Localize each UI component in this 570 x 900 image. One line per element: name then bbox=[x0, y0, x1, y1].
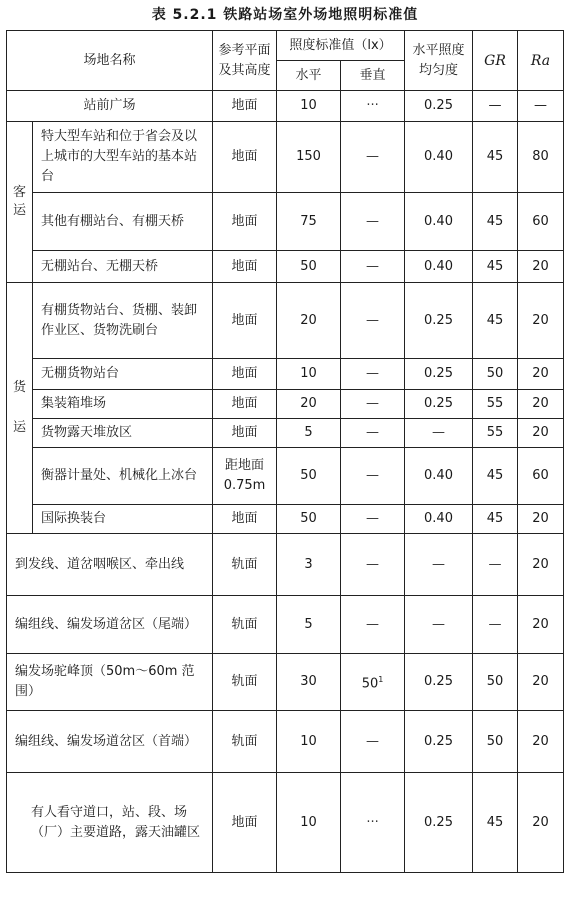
ra-cell: 20 bbox=[518, 596, 564, 654]
vertical-cell: — bbox=[341, 419, 405, 448]
header-illuminance: 照度标准值（lx） bbox=[277, 31, 405, 61]
footnote-marker: 1 bbox=[378, 674, 384, 684]
gr-cell: 50 bbox=[473, 711, 518, 773]
vertical-cell: — bbox=[341, 505, 405, 534]
ref-plane-cell: 地面 bbox=[213, 91, 277, 122]
table-row bbox=[7, 596, 564, 654]
ra-cell: 20 bbox=[518, 359, 564, 390]
horizontal-cell: 10 bbox=[277, 91, 341, 122]
ref-plane-cell: 地面 bbox=[213, 505, 277, 534]
header-vertical: 垂直 bbox=[341, 61, 405, 91]
vertical-cell: ··· bbox=[341, 773, 405, 873]
ref-plane-cell: 地面 bbox=[213, 122, 277, 193]
table-row bbox=[7, 534, 564, 596]
site-name-cell: 有棚货物站台、货棚、装卸作业区、货物洗刷台 bbox=[33, 283, 213, 359]
horizontal-cell: 10 bbox=[277, 711, 341, 773]
ra-cell: 20 bbox=[518, 283, 564, 359]
table-row bbox=[7, 283, 564, 359]
header-horizontal: 水平 bbox=[277, 61, 341, 91]
vertical-cell: — bbox=[341, 283, 405, 359]
horizontal-cell: 3 bbox=[277, 534, 341, 596]
horizontal-cell: 50 bbox=[277, 448, 341, 505]
uniformity-cell: 0.25 bbox=[405, 390, 473, 419]
vertical-cell: — bbox=[341, 251, 405, 283]
ref-plane-cell: 轨面 bbox=[213, 711, 277, 773]
gr-cell: — bbox=[473, 91, 518, 122]
table-row bbox=[7, 91, 564, 122]
site-name-cell: 编发场驼峰顶（50m～60m 范围） bbox=[7, 654, 213, 711]
site-name-cell: 集装箱堆场 bbox=[33, 390, 213, 419]
horizontal-cell: 75 bbox=[277, 193, 341, 251]
ra-cell: — bbox=[518, 91, 564, 122]
uniformity-cell: 0.25 bbox=[405, 711, 473, 773]
site-name-cell: 货物露天堆放区 bbox=[33, 419, 213, 448]
vertical-cell: — bbox=[341, 711, 405, 773]
site-name-cell: 国际换装台 bbox=[33, 505, 213, 534]
site-name-cell: 无棚站台、无棚天桥 bbox=[33, 251, 213, 283]
header-ra: Ra bbox=[518, 31, 564, 91]
gr-cell: 45 bbox=[473, 505, 518, 534]
gr-cell: — bbox=[473, 534, 518, 596]
table-row bbox=[7, 390, 564, 419]
horizontal-cell: 50 bbox=[277, 505, 341, 534]
vertical-cell: $50^1$ bbox=[341, 654, 405, 711]
horizontal-cell: 5 bbox=[277, 419, 341, 448]
gr-cell: 45 bbox=[473, 448, 518, 505]
ra-cell: 20 bbox=[518, 505, 564, 534]
ref-plane-cell: 地面 bbox=[213, 193, 277, 251]
vertical-cell: — bbox=[341, 359, 405, 390]
horizontal-cell: 20 bbox=[277, 390, 341, 419]
gr-cell: 45 bbox=[473, 193, 518, 251]
horizontal-cell: 10 bbox=[277, 773, 341, 873]
table-row bbox=[7, 359, 564, 390]
site-name-cell: 其他有棚站台、有棚天桥 bbox=[33, 193, 213, 251]
vertical-cell: — bbox=[341, 596, 405, 654]
site-name-cell: 到发线、道岔咽喉区、牵出线 bbox=[7, 534, 213, 596]
uniformity-cell: — bbox=[405, 534, 473, 596]
site-name-cell: 站前广场 bbox=[7, 91, 213, 122]
group-label-freight: 货 运 bbox=[7, 283, 33, 534]
uniformity-cell: 0.40 bbox=[405, 193, 473, 251]
gr-cell: 55 bbox=[473, 419, 518, 448]
horizontal-cell: 30 bbox=[277, 654, 341, 711]
horizontal-cell: 20 bbox=[277, 283, 341, 359]
ra-cell: 20 bbox=[518, 711, 564, 773]
site-name-cell: 无棚货物站台 bbox=[33, 359, 213, 390]
ref-plane-cell: 距地面0.75m bbox=[213, 448, 277, 505]
vertical-cell: — bbox=[341, 122, 405, 193]
table-row bbox=[7, 654, 564, 711]
table-row bbox=[7, 711, 564, 773]
header-ref-plane: 参考平面及其高度 bbox=[213, 31, 277, 91]
site-name-cell: 编组线、编发场道岔区（尾端） bbox=[7, 596, 213, 654]
site-name-cell: 编组线、编发场道岔区（首端） bbox=[7, 711, 213, 773]
horizontal-cell: 5 bbox=[277, 596, 341, 654]
horizontal-cell: 50 bbox=[277, 251, 341, 283]
ra-cell: 20 bbox=[518, 419, 564, 448]
ra-cell: 20 bbox=[518, 534, 564, 596]
horizontal-cell: 150 bbox=[277, 122, 341, 193]
uniformity-cell: 0.40 bbox=[405, 505, 473, 534]
ref-plane-cell: 地面 bbox=[213, 419, 277, 448]
ref-plane-cell: 地面 bbox=[213, 251, 277, 283]
ra-cell: 20 bbox=[518, 390, 564, 419]
group-label-passenger: 客 运 bbox=[7, 122, 33, 283]
gr-cell: 50 bbox=[473, 654, 518, 711]
site-name-cell: 特大型车站和位于省会及以上城市的大型车站的基本站台 bbox=[33, 122, 213, 193]
ra-cell: 60 bbox=[518, 193, 564, 251]
ra-cell: 20 bbox=[518, 654, 564, 711]
header-uniformity: 水平照度均匀度 bbox=[405, 31, 473, 91]
vertical-cell: — bbox=[341, 390, 405, 419]
uniformity-cell: 0.25 bbox=[405, 654, 473, 711]
site-name-cell: 衡器计量处、机械化上冰台 bbox=[33, 448, 213, 505]
table-row bbox=[7, 122, 564, 193]
table-row bbox=[7, 251, 564, 283]
ref-plane-cell: 地面 bbox=[213, 359, 277, 390]
table-row bbox=[7, 419, 564, 448]
ref-plane-cell: 轨面 bbox=[213, 596, 277, 654]
gr-cell: 55 bbox=[473, 390, 518, 419]
uniformity-cell: — bbox=[405, 419, 473, 448]
uniformity-cell: 0.25 bbox=[405, 91, 473, 122]
vertical-cell: ··· bbox=[341, 91, 405, 122]
uniformity-cell: 0.25 bbox=[405, 283, 473, 359]
gr-cell: 50 bbox=[473, 359, 518, 390]
uniformity-cell: 0.40 bbox=[405, 448, 473, 505]
vertical-cell: — bbox=[341, 534, 405, 596]
gr-cell: 45 bbox=[473, 773, 518, 873]
ref-plane-cell: 地面 bbox=[213, 283, 277, 359]
ref-plane-cell: 地面 bbox=[213, 773, 277, 873]
table-row bbox=[7, 193, 564, 251]
header-gr: GR bbox=[473, 31, 518, 91]
vertical-cell: — bbox=[341, 448, 405, 505]
table-title: 表 5.2.1 铁路站场室外场地照明标准值 bbox=[151, 7, 419, 23]
uniformity-cell: 0.25 bbox=[405, 773, 473, 873]
horizontal-cell: 10 bbox=[277, 359, 341, 390]
ra-cell: 20 bbox=[518, 773, 564, 873]
uniformity-cell: 0.25 bbox=[405, 359, 473, 390]
table-row bbox=[7, 773, 564, 873]
site-name-cell: 有人看守道口，站、段、场（厂）主要道路，露天油罐区 bbox=[7, 773, 213, 873]
uniformity-cell: 0.40 bbox=[405, 122, 473, 193]
gr-cell: 45 bbox=[473, 283, 518, 359]
uniformity-cell: — bbox=[405, 596, 473, 654]
ra-cell: 20 bbox=[518, 251, 564, 283]
ref-plane-cell: 轨面 bbox=[213, 654, 277, 711]
ref-plane-cell: 地面 bbox=[213, 390, 277, 419]
gr-cell: — bbox=[473, 596, 518, 654]
ra-cell: 80 bbox=[518, 122, 564, 193]
table-row bbox=[7, 505, 564, 534]
gr-cell: 45 bbox=[473, 122, 518, 193]
ref-plane-cell: 轨面 bbox=[213, 534, 277, 596]
header-site-name: 场地名称 bbox=[7, 31, 213, 91]
uniformity-cell: 0.40 bbox=[405, 251, 473, 283]
lighting-standards-table bbox=[6, 30, 564, 873]
ra-cell: 60 bbox=[518, 448, 564, 505]
table-row bbox=[7, 448, 564, 505]
vertical-cell: — bbox=[341, 193, 405, 251]
gr-cell: 45 bbox=[473, 251, 518, 283]
